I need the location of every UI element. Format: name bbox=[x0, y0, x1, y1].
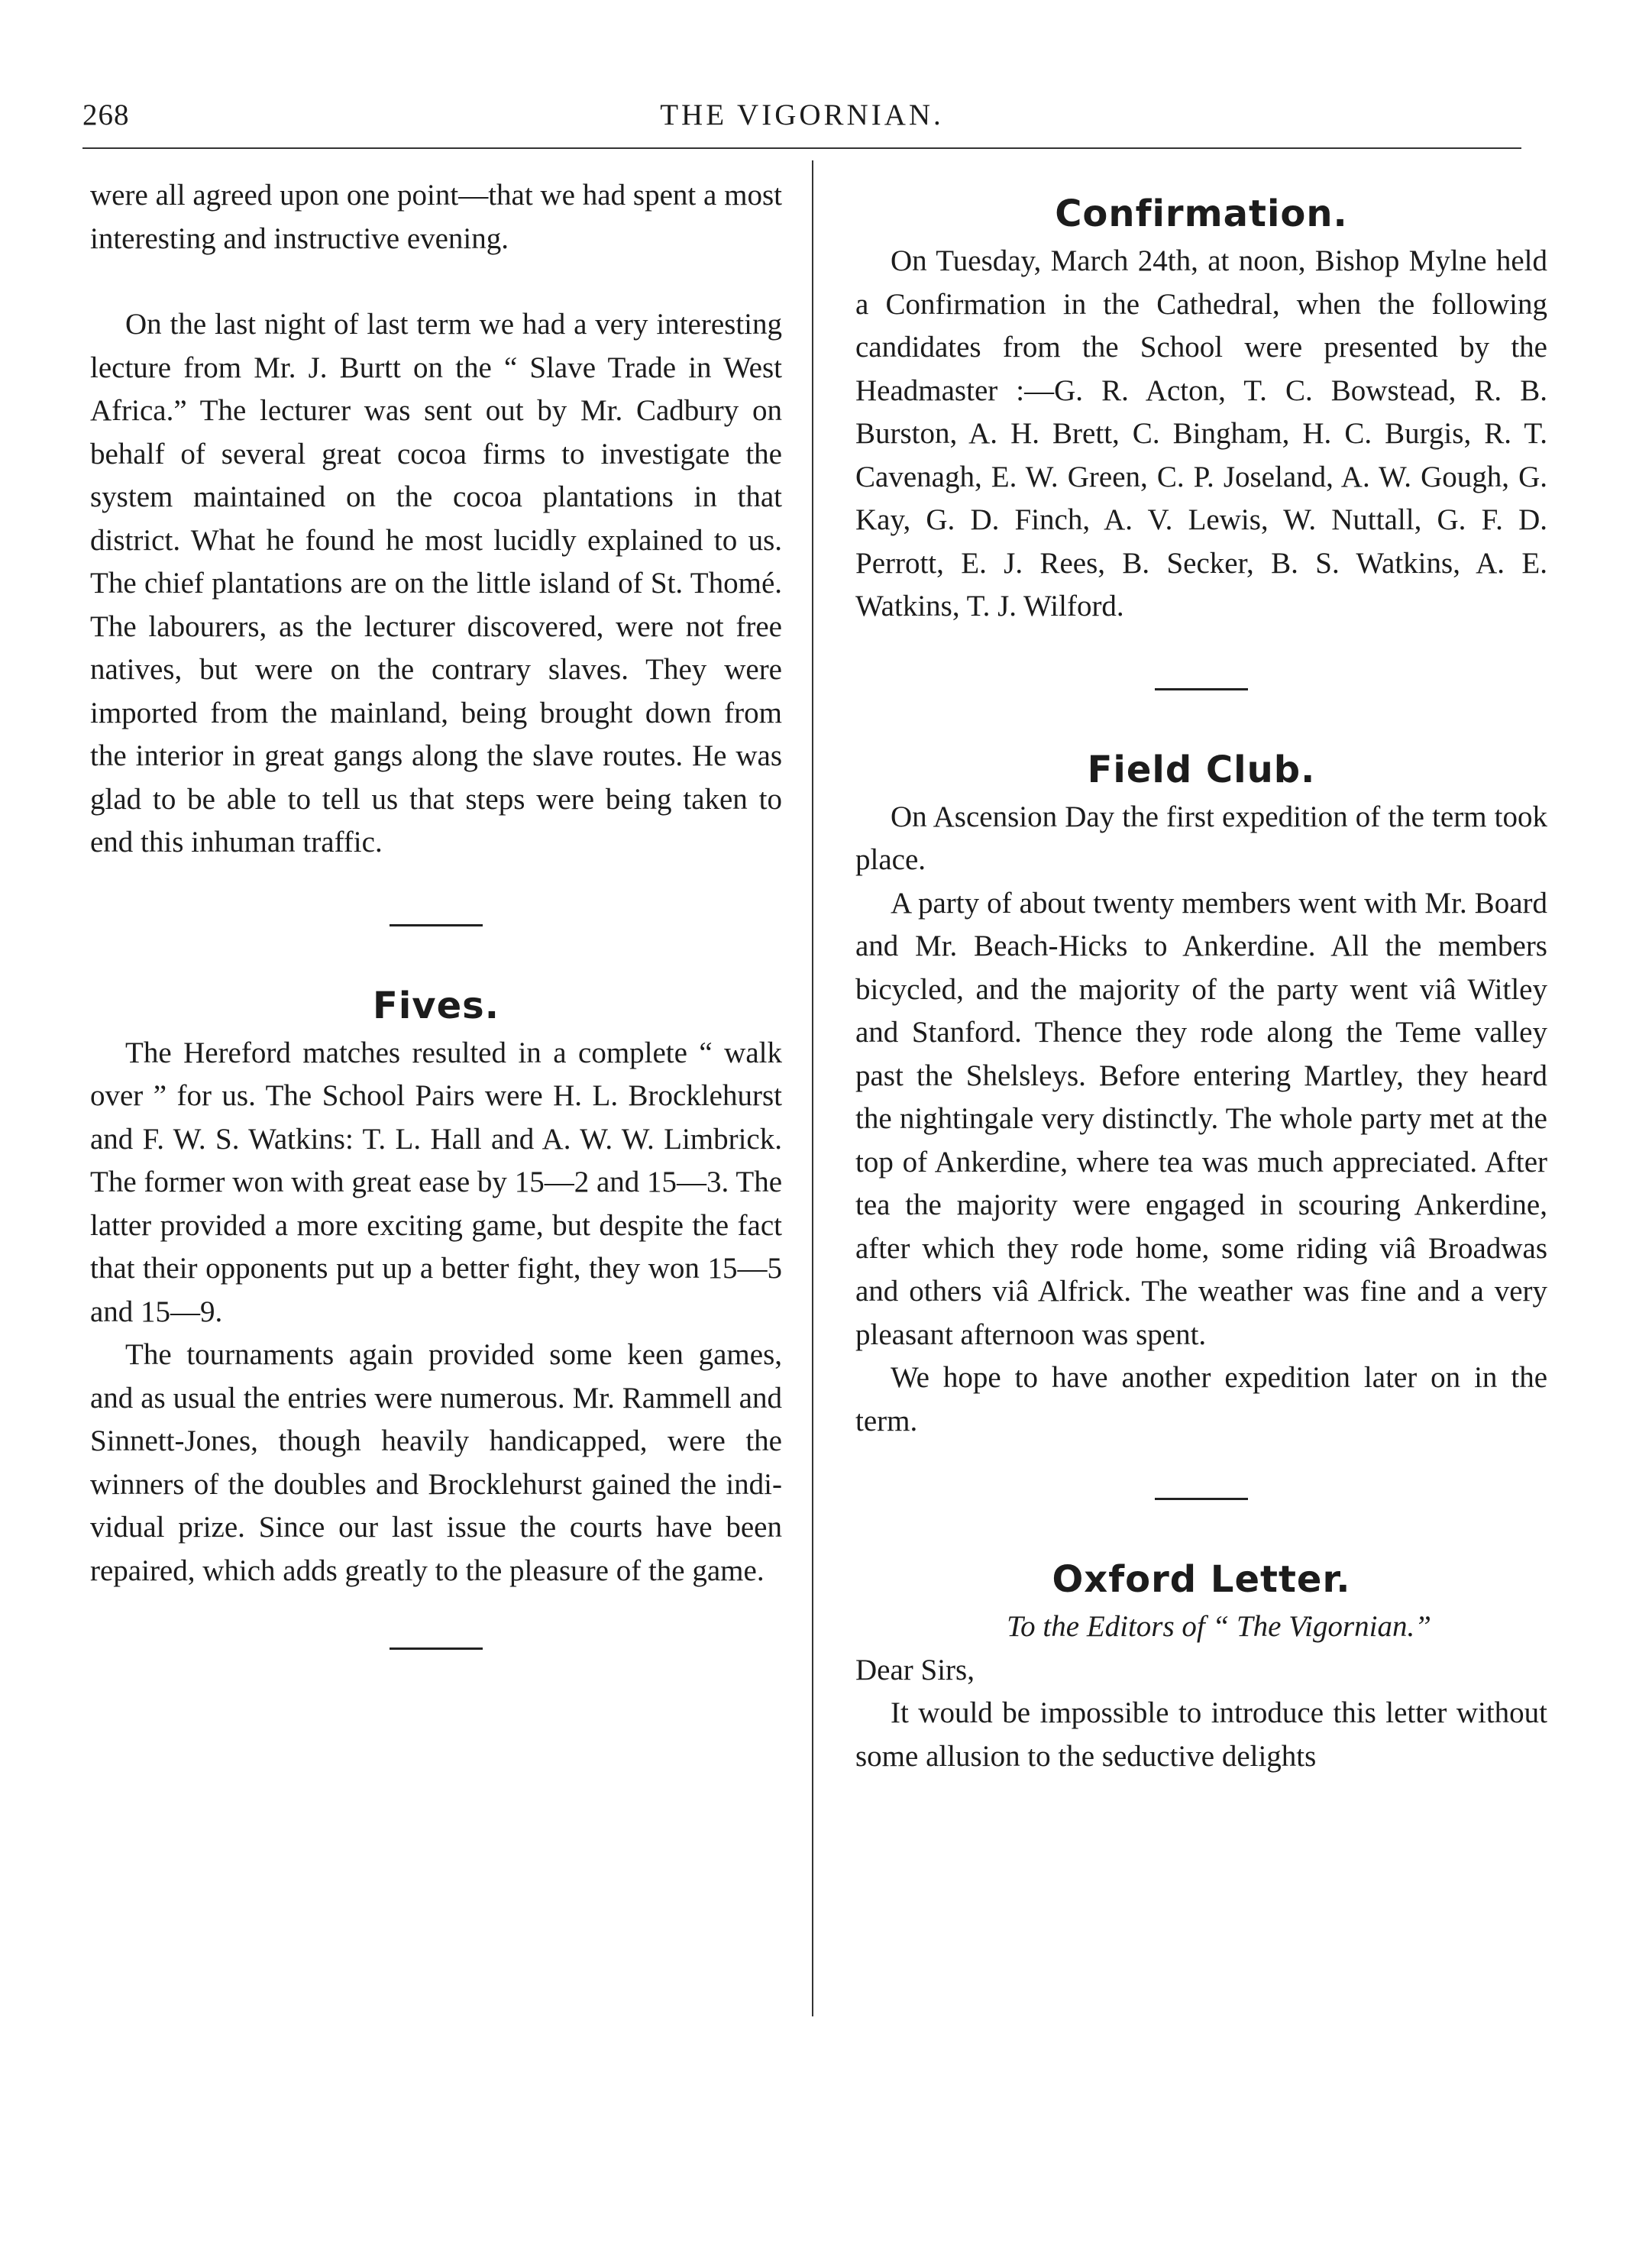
field-club-paragraph: A party of about twenty members went with Mr. Board and Mr. Beach-Hicks to Ankerdine. All the members bicycled, and the majority of the party went viâ Witley and Stanford. Thence they rode along the Teme valley past the Shelsleys. Before entering Martley, they heard the nightingale very distinctly. The whole party met at the top of Ankerdine, where tea was much appreciated. After tea the majority were engaged in scouring Ankerdine, after which they rode home, some riding viâ Broadwas and others viâ Alfrick. The weather was fine and a very pleasant afternoon was spent. bbox=[855, 886, 1547, 1351]
running-title: THE VIGORNIAN. bbox=[660, 99, 944, 131]
field-club-paragraph: On Ascension Day the first expedition of the term took place. bbox=[855, 800, 1547, 876]
right-column bbox=[855, 191, 1547, 1778]
oxford-letter-heading: Oxford Letter. bbox=[1052, 1558, 1351, 1601]
confirmation-heading: Confirmation. bbox=[1055, 192, 1348, 235]
page-number: 268 bbox=[82, 99, 130, 131]
confirmation-paragraph: On Tuesday, March 24th, at noon, Bishop Mylne held a Confirmation in the Cathedral, when the following candidates from the School were presented by the Headmaster :—G. R. Acton, T. C. Bowstead, R. B. Burston, A. H. Brett, C. Bingham, H. C. Burgis, R. T. Cavenagh, E. W. Green, C. P. Joseland, A. W. Gough, G. Kay, G. D. Finch, A. V. Lewis, W. Nuttall, G. F. D. Perrott, E. J. Rees, B. Secker, B. S. Watkins, A. E. Watkins, T. J. Wilford. bbox=[855, 244, 1547, 622]
field-club-paragraph: We hope to have another expedition later on in the term. bbox=[855, 1361, 1547, 1437]
section-divider bbox=[390, 1647, 483, 1650]
left-column bbox=[90, 174, 782, 1650]
lecture-paragraph: On the last night of last term we had a very interesting lecture from Mr. J. Burtt on the “ Slave Trade in West Africa.” The lecturer was sent out by Mr. Cadbury on behalf of several great cocoa firms to investigate the system maintained on the cocoa plantations in that district. What he found he most lucidly explained to us. The chief plantations are on the little island of St. Thomé. The labourers, as the lecturer discovered, were not free natives, but were on the contrary slaves. They were imported from the mainland, being brought down from the interior in great gangs along the slave routes. He was glad to be able to tell us that steps were being taken to end this inhuman traffic. bbox=[90, 308, 782, 858]
fives-heading: Fives. bbox=[373, 984, 499, 1027]
page-header bbox=[82, 98, 1521, 144]
paragraph-gap bbox=[90, 260, 782, 303]
fives-paragraph: The tournaments again provided some keen games, and as usual the entries were numerous. Mr. Rammell and Sinnett-Jones, though heavily handicapped, were the winners of the doubles and Brocklehurst gained the individual prize. Since our last issue the courts have been repaired, which adds greatly to the pleasure of the game. bbox=[90, 1338, 782, 1587]
fives-paragraph: The Hereford matches resulted in a complete “ walk over ” for us. The School Pairs were H. L. Brocklehurst and F. W. S. Watkins: T. L. Hall and A. W. W. Limbrick. The former won with great ease by 15—2 and 15—3. The latter provided a more exciting game, but despite the fact that their opponents put up a better fight, they won 15—5 and 15—9. bbox=[90, 1036, 782, 1328]
letter-greeting: Dear Sirs, bbox=[855, 1653, 975, 1686]
field-club-heading: Field Club. bbox=[1087, 748, 1316, 791]
column-divider bbox=[812, 160, 813, 2016]
letter-salutation: To the Editors of “ The Vigornian.” bbox=[1007, 1610, 1431, 1643]
letter-paragraph: It would be impossible to introduce this letter without some allusion to the seductive delights bbox=[855, 1696, 1547, 1773]
continued-paragraph: were all agreed upon one point—that we had spent a most interesting and instructive evening. bbox=[90, 179, 782, 255]
header-rule bbox=[82, 147, 1521, 149]
